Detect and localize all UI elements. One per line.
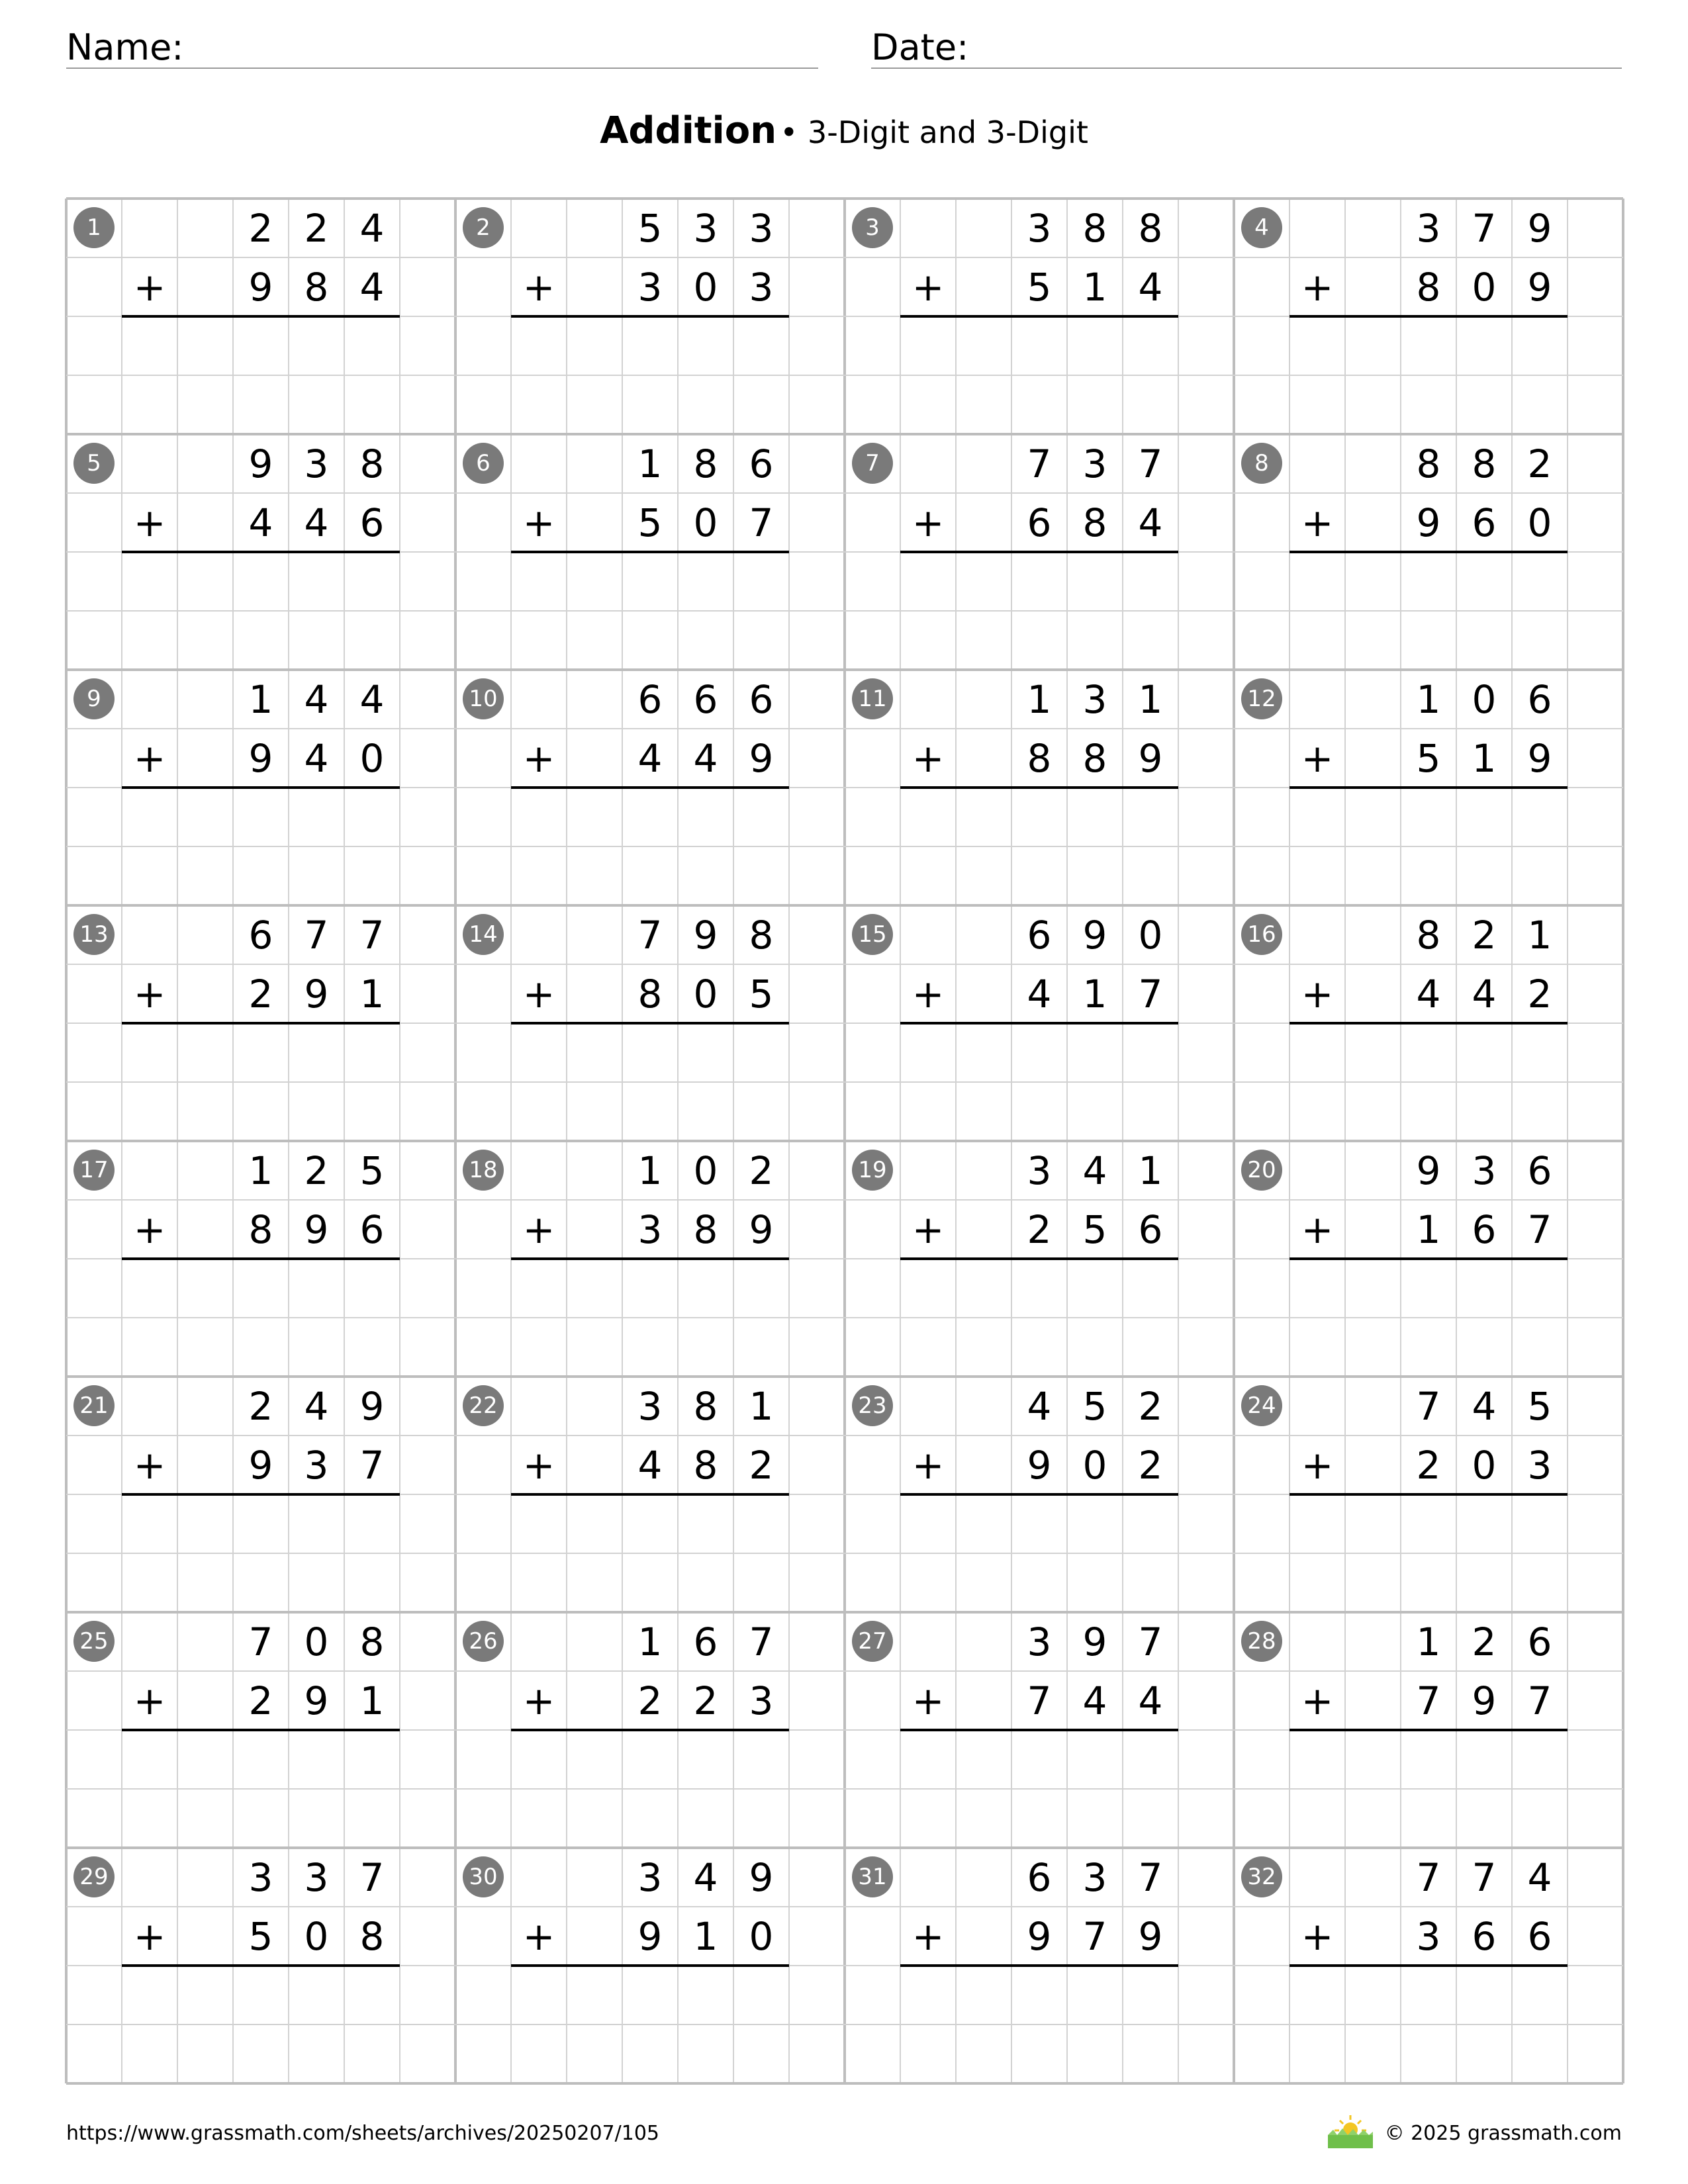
addend-top-digit: 0 [1472,676,1497,722]
addend-bottom-digit: 0 [1527,500,1552,545]
addend-top-digit: 2 [1138,1383,1163,1429]
addend-bottom-digit: 5 [248,1913,273,1959]
addend-top-digit: 7 [637,912,663,958]
addend-bottom-digit: 2 [637,1678,663,1723]
addend-bottom-digit: 3 [304,1442,329,1488]
title-main: Addition [600,109,777,152]
addend-top-digit: 2 [749,1148,774,1193]
addend-bottom-digit: 2 [1527,971,1552,1017]
addend-bottom-digit: 3 [749,264,774,310]
plus-sign: + [912,1913,945,1959]
problem-number-badge: 25 [73,1621,115,1662]
plus-sign: + [912,1678,945,1723]
addend-top-digit: 6 [749,676,774,722]
answer-area[interactable] [122,789,400,845]
answer-area[interactable] [1289,1024,1568,1081]
date-label: Date: [871,26,969,68]
addend-top-digit: 4 [1472,1383,1497,1429]
problem-number-badge: 32 [1241,1856,1282,1897]
addend-top-digit: 8 [359,1619,385,1664]
addend-bottom-digit: 4 [248,500,273,545]
plus-sign: + [522,500,555,545]
plus-sign: + [133,264,166,310]
addend-top-digit: 1 [1138,1148,1163,1193]
addend-bottom-digit: 4 [1416,971,1441,1017]
addend-bottom-digit: 3 [637,1206,663,1252]
footer-url: https://www.grassmath.com/sheets/archives/20250207/105 [66,2122,660,2145]
plus-sign: + [1301,1442,1334,1488]
addend-bottom-digit: 4 [1138,264,1163,310]
problem-number-badge: 8 [1241,443,1282,484]
addend-top-digit: 2 [1472,1619,1497,1664]
problem-number-badge: 3 [852,207,893,248]
addend-bottom-digit: 2 [693,1678,718,1723]
addend-top-digit: 9 [1082,912,1107,958]
plus-sign: + [912,1206,945,1252]
addend-top-digit: 6 [1027,1854,1052,1900]
answer-area[interactable] [900,1731,1178,1788]
problem-number-badge: 1 [73,207,115,248]
answer-area[interactable] [900,553,1178,610]
addend-top-digit: 9 [359,1383,385,1429]
addend-top-digit: 5 [637,205,663,251]
addend-top-digit: 0 [304,1619,329,1664]
answer-area[interactable] [900,318,1178,374]
addend-top-digit: 1 [248,676,273,722]
addend-bottom-digit: 4 [637,735,663,781]
addend-top-digit: 1 [637,1619,663,1664]
plus-sign: + [522,1442,555,1488]
plus-sign: + [522,1678,555,1723]
addend-top-digit: 0 [1138,912,1163,958]
addend-top-digit: 4 [359,205,385,251]
answer-area[interactable] [1289,789,1568,845]
addend-top-digit: 7 [1472,1854,1497,1900]
addend-top-digit: 8 [1138,205,1163,251]
addend-top-digit: 0 [693,1148,718,1193]
addend-bottom-digit: 2 [248,971,273,1017]
addend-top-digit: 3 [304,1854,329,1900]
plus-sign: + [1301,735,1334,781]
addend-top-digit: 2 [1527,441,1552,486]
plus-sign: + [522,1206,555,1252]
addend-top-digit: 8 [1082,205,1107,251]
addend-bottom-digit: 7 [749,500,774,545]
addend-bottom-digit: 8 [693,1206,718,1252]
addend-top-digit: 4 [359,676,385,722]
addend-bottom-digit: 4 [1138,1678,1163,1723]
addend-top-digit: 6 [637,676,663,722]
addend-bottom-digit: 0 [693,264,718,310]
answer-area[interactable] [122,1731,400,1788]
addend-top-digit: 6 [693,676,718,722]
addend-top-digit: 9 [1082,1619,1107,1664]
addend-bottom-digit: 3 [1416,1913,1441,1959]
addend-top-digit: 2 [248,205,273,251]
addend-top-digit: 6 [1527,676,1552,722]
addend-bottom-digit: 0 [693,500,718,545]
addend-top-digit: 3 [1082,1854,1107,1900]
addend-bottom-digit: 9 [1027,1913,1052,1959]
addend-bottom-digit: 9 [304,1678,329,1723]
addend-top-digit: 2 [248,1383,273,1429]
addend-top-digit: 5 [1082,1383,1107,1429]
answer-area[interactable] [122,1967,400,2023]
plus-sign: + [912,264,945,310]
answer-area[interactable] [900,1496,1178,1552]
addend-bottom-digit: 6 [1472,1206,1497,1252]
addend-bottom-digit: 7 [1027,1678,1052,1723]
footer-copyright: © 2025 grassmath.com [1384,2122,1622,2145]
plus-sign: + [522,735,555,781]
plus-sign: + [1301,971,1334,1017]
addend-top-digit: 3 [1082,676,1107,722]
addend-bottom-digit: 2 [749,1442,774,1488]
problem-number-badge: 5 [73,443,115,484]
addend-bottom-digit: 4 [1027,971,1052,1017]
addend-bottom-digit: 9 [248,735,273,781]
addend-top-digit: 7 [1138,1854,1163,1900]
addend-bottom-digit: 6 [359,1206,385,1252]
addend-top-digit: 9 [248,441,273,486]
addend-bottom-digit: 2 [1416,1442,1441,1488]
addend-bottom-digit: 5 [1082,1206,1107,1252]
addend-bottom-digit: 1 [1082,971,1107,1017]
addend-bottom-digit: 0 [749,1913,774,1959]
plus-sign: + [133,1206,166,1252]
addend-top-digit: 8 [1416,912,1441,958]
addend-top-digit: 4 [304,676,329,722]
problem-number-badge: 18 [463,1150,504,1191]
addend-top-digit: 1 [248,1148,273,1193]
addend-bottom-digit: 0 [304,1913,329,1959]
plus-sign: + [1301,500,1334,545]
addend-bottom-digit: 5 [1027,264,1052,310]
addend-top-digit: 7 [1472,205,1497,251]
addend-bottom-digit: 4 [304,500,329,545]
addend-top-digit: 4 [1082,1148,1107,1193]
problem-number-badge: 27 [852,1621,893,1662]
addend-top-digit: 7 [1027,441,1052,486]
answer-area[interactable] [511,1731,789,1788]
addend-top-digit: 3 [749,205,774,251]
addend-bottom-digit: 9 [1472,1678,1497,1723]
addend-bottom-digit: 1 [359,1678,385,1723]
answer-area[interactable] [122,1024,400,1081]
plus-sign: + [912,971,945,1017]
addend-bottom-digit: 1 [693,1913,718,1959]
addend-top-digit: 8 [1472,441,1497,486]
addend-bottom-digit: 8 [304,264,329,310]
problem-number-badge: 14 [463,914,504,955]
addend-bottom-digit: 9 [1027,1442,1052,1488]
addend-bottom-digit: 6 [1472,500,1497,545]
problem-number-badge: 6 [463,443,504,484]
addend-bottom-digit: 8 [1082,735,1107,781]
addend-bottom-digit: 9 [637,1913,663,1959]
plus-sign: + [522,1913,555,1959]
addend-bottom-digit: 6 [1027,500,1052,545]
answer-area[interactable] [122,1260,400,1316]
addend-top-digit: 2 [304,205,329,251]
answer-area[interactable] [511,789,789,845]
addend-bottom-digit: 3 [749,1678,774,1723]
problem-number-badge: 28 [1241,1621,1282,1662]
answer-area[interactable] [900,1024,1178,1081]
addend-top-digit: 3 [637,1383,663,1429]
addend-top-digit: 9 [693,912,718,958]
addend-top-digit: 7 [359,912,385,958]
addend-bottom-digit: 9 [304,971,329,1017]
addend-top-digit: 4 [1027,1383,1052,1429]
addend-bottom-digit: 8 [359,1913,385,1959]
problem-number-badge: 19 [852,1150,893,1191]
addend-bottom-digit: 9 [1527,735,1552,781]
addend-top-digit: 1 [1416,1619,1441,1664]
answer-area[interactable] [1289,318,1568,374]
plus-sign: + [133,1913,166,1959]
addend-top-digit: 4 [1527,1854,1552,1900]
problem-number-badge: 26 [463,1621,504,1662]
addend-top-digit: 7 [749,1619,774,1664]
addend-bottom-digit: 9 [1527,264,1552,310]
problem-number-badge: 22 [463,1385,504,1426]
addend-bottom-digit: 4 [1082,1678,1107,1723]
plus-sign: + [1301,1913,1334,1959]
addend-bottom-digit: 4 [359,264,385,310]
addend-bottom-digit: 6 [359,500,385,545]
plus-sign: + [912,735,945,781]
addend-bottom-digit: 0 [693,971,718,1017]
addend-bottom-digit: 5 [1416,735,1441,781]
problem-number-badge: 10 [463,678,504,719]
addend-top-digit: 3 [1082,441,1107,486]
addend-bottom-digit: 9 [1138,1913,1163,1959]
addend-top-digit: 3 [248,1854,273,1900]
plus-sign: + [133,735,166,781]
answer-area[interactable] [900,789,1178,845]
addend-top-digit: 3 [637,1854,663,1900]
addend-top-digit: 7 [248,1619,273,1664]
addend-bottom-digit: 9 [1138,735,1163,781]
problem-number-badge: 31 [852,1856,893,1897]
addend-top-digit: 8 [359,441,385,486]
plus-sign: + [133,500,166,545]
addend-bottom-digit: 7 [1082,1913,1107,1959]
answer-area[interactable] [122,1496,400,1552]
plus-sign: + [522,971,555,1017]
addend-bottom-digit: 3 [1527,1442,1552,1488]
plus-sign: + [1301,264,1334,310]
addend-top-digit: 1 [637,1148,663,1193]
addend-top-digit: 1 [1527,912,1552,958]
addend-top-digit: 7 [1138,441,1163,486]
addend-bottom-digit: 2 [248,1678,273,1723]
answer-area[interactable] [511,1967,789,2023]
addend-bottom-digit: 7 [359,1442,385,1488]
addend-bottom-digit: 8 [248,1206,273,1252]
problem-number-badge: 13 [73,914,115,955]
addend-top-digit: 7 [1416,1383,1441,1429]
answer-area[interactable] [122,318,400,374]
addend-top-digit: 3 [304,441,329,486]
answer-area[interactable] [1289,1967,1568,2023]
answer-area[interactable] [1289,1496,1568,1552]
answer-area[interactable] [511,1260,789,1316]
addend-top-digit: 2 [1472,912,1497,958]
answer-area[interactable] [511,553,789,610]
addend-top-digit: 6 [1527,1148,1552,1193]
problem-number-badge: 29 [73,1856,115,1897]
addend-bottom-digit: 6 [1527,1913,1552,1959]
answer-area[interactable] [511,318,789,374]
addend-bottom-digit: 4 [693,735,718,781]
addend-bottom-digit: 8 [637,971,663,1017]
addend-top-digit: 1 [1138,676,1163,722]
addend-bottom-digit: 8 [693,1442,718,1488]
addend-top-digit: 7 [304,912,329,958]
title-sub: • 3-Digit and 3-Digit [780,114,1088,150]
addend-top-digit: 6 [248,912,273,958]
addend-bottom-digit: 4 [304,735,329,781]
addend-top-digit: 6 [1527,1619,1552,1664]
addend-bottom-digit: 7 [1138,971,1163,1017]
addend-bottom-digit: 8 [1082,500,1107,545]
addend-top-digit: 2 [304,1148,329,1193]
addend-top-digit: 9 [749,1854,774,1900]
addend-bottom-digit: 4 [1472,971,1497,1017]
problem-number-badge: 17 [73,1150,115,1191]
problem-number-badge: 30 [463,1856,504,1897]
addend-bottom-digit: 4 [637,1442,663,1488]
addend-top-digit: 7 [1138,1619,1163,1664]
answer-area[interactable] [1289,1260,1568,1316]
plus-sign: + [912,1442,945,1488]
problem-number-badge: 12 [1241,678,1282,719]
addend-top-digit: 6 [693,1619,718,1664]
problem-number-badge: 16 [1241,914,1282,955]
addend-top-digit: 1 [637,441,663,486]
addend-bottom-digit: 8 [1027,735,1052,781]
addend-top-digit: 9 [1527,205,1552,251]
answer-area[interactable] [1289,553,1568,610]
addend-bottom-digit: 9 [248,1442,273,1488]
answer-area[interactable] [900,1967,1178,2023]
addend-bottom-digit: 2 [1138,1442,1163,1488]
problem-number-badge: 15 [852,914,893,955]
addend-bottom-digit: 4 [1138,500,1163,545]
addend-top-digit: 8 [693,1383,718,1429]
addend-bottom-digit: 9 [1416,500,1441,545]
plus-sign: + [133,1678,166,1723]
addend-bottom-digit: 6 [1138,1206,1163,1252]
addend-bottom-digit: 9 [749,1206,774,1252]
plus-sign: + [1301,1678,1334,1723]
plus-sign: + [912,500,945,545]
addend-bottom-digit: 9 [248,264,273,310]
addend-bottom-digit: 1 [1082,264,1107,310]
addend-top-digit: 5 [1527,1383,1552,1429]
addend-top-digit: 8 [749,912,774,958]
problem-number-badge: 9 [73,678,115,719]
addend-top-digit: 1 [749,1383,774,1429]
addend-top-digit: 6 [1027,912,1052,958]
addend-bottom-digit: 0 [1472,1442,1497,1488]
addend-top-digit: 4 [693,1854,718,1900]
problem-number-badge: 2 [463,207,504,248]
problem-number-badge: 11 [852,678,893,719]
addend-bottom-digit: 7 [1416,1678,1441,1723]
addend-top-digit: 9 [1416,1148,1441,1193]
addend-top-digit: 5 [359,1148,385,1193]
plus-sign: + [133,971,166,1017]
plus-sign: + [1301,1206,1334,1252]
answer-area[interactable] [511,1024,789,1081]
addend-bottom-digit: 5 [637,500,663,545]
answer-area[interactable] [511,1496,789,1552]
plus-sign: + [522,264,555,310]
problem-number-badge: 21 [73,1385,115,1426]
problem-number-badge: 7 [852,443,893,484]
addend-top-digit: 7 [1416,1854,1441,1900]
addend-bottom-digit: 1 [1416,1206,1441,1252]
addend-top-digit: 4 [304,1383,329,1429]
addend-bottom-digit: 7 [1527,1206,1552,1252]
addend-bottom-digit: 0 [359,735,385,781]
problem-number-badge: 23 [852,1385,893,1426]
addend-top-digit: 1 [1416,676,1441,722]
addend-top-digit: 3 [1472,1148,1497,1193]
addend-top-digit: 3 [1027,205,1052,251]
problem-number-badge: 4 [1241,207,1282,248]
addend-top-digit: 8 [693,441,718,486]
answer-area[interactable] [1289,1731,1568,1788]
addend-bottom-digit: 8 [1416,264,1441,310]
addend-top-digit: 3 [1027,1619,1052,1664]
addend-bottom-digit: 9 [304,1206,329,1252]
addend-bottom-digit: 2 [1027,1206,1052,1252]
answer-area[interactable] [900,1260,1178,1316]
addend-bottom-digit: 6 [1472,1913,1497,1959]
addend-bottom-digit: 5 [749,971,774,1017]
addend-bottom-digit: 9 [749,735,774,781]
addend-top-digit: 3 [1416,205,1441,251]
answer-area[interactable] [122,553,400,610]
addend-bottom-digit: 1 [1472,735,1497,781]
grass-sun-logo-icon [1325,2113,1376,2150]
addend-bottom-digit: 7 [1527,1678,1552,1723]
addend-top-digit: 8 [1416,441,1441,486]
plus-sign: + [133,1442,166,1488]
addend-top-digit: 6 [749,441,774,486]
addend-top-digit: 1 [1027,676,1052,722]
name-label: Name: [66,26,184,68]
addend-bottom-digit: 1 [359,971,385,1017]
addend-top-digit: 7 [359,1854,385,1900]
addend-top-digit: 3 [1027,1148,1052,1193]
problem-number-badge: 24 [1241,1385,1282,1426]
addend-top-digit: 3 [693,205,718,251]
addend-bottom-digit: 0 [1082,1442,1107,1488]
addend-bottom-digit: 0 [1472,264,1497,310]
problem-number-badge: 20 [1241,1150,1282,1191]
addend-bottom-digit: 3 [637,264,663,310]
